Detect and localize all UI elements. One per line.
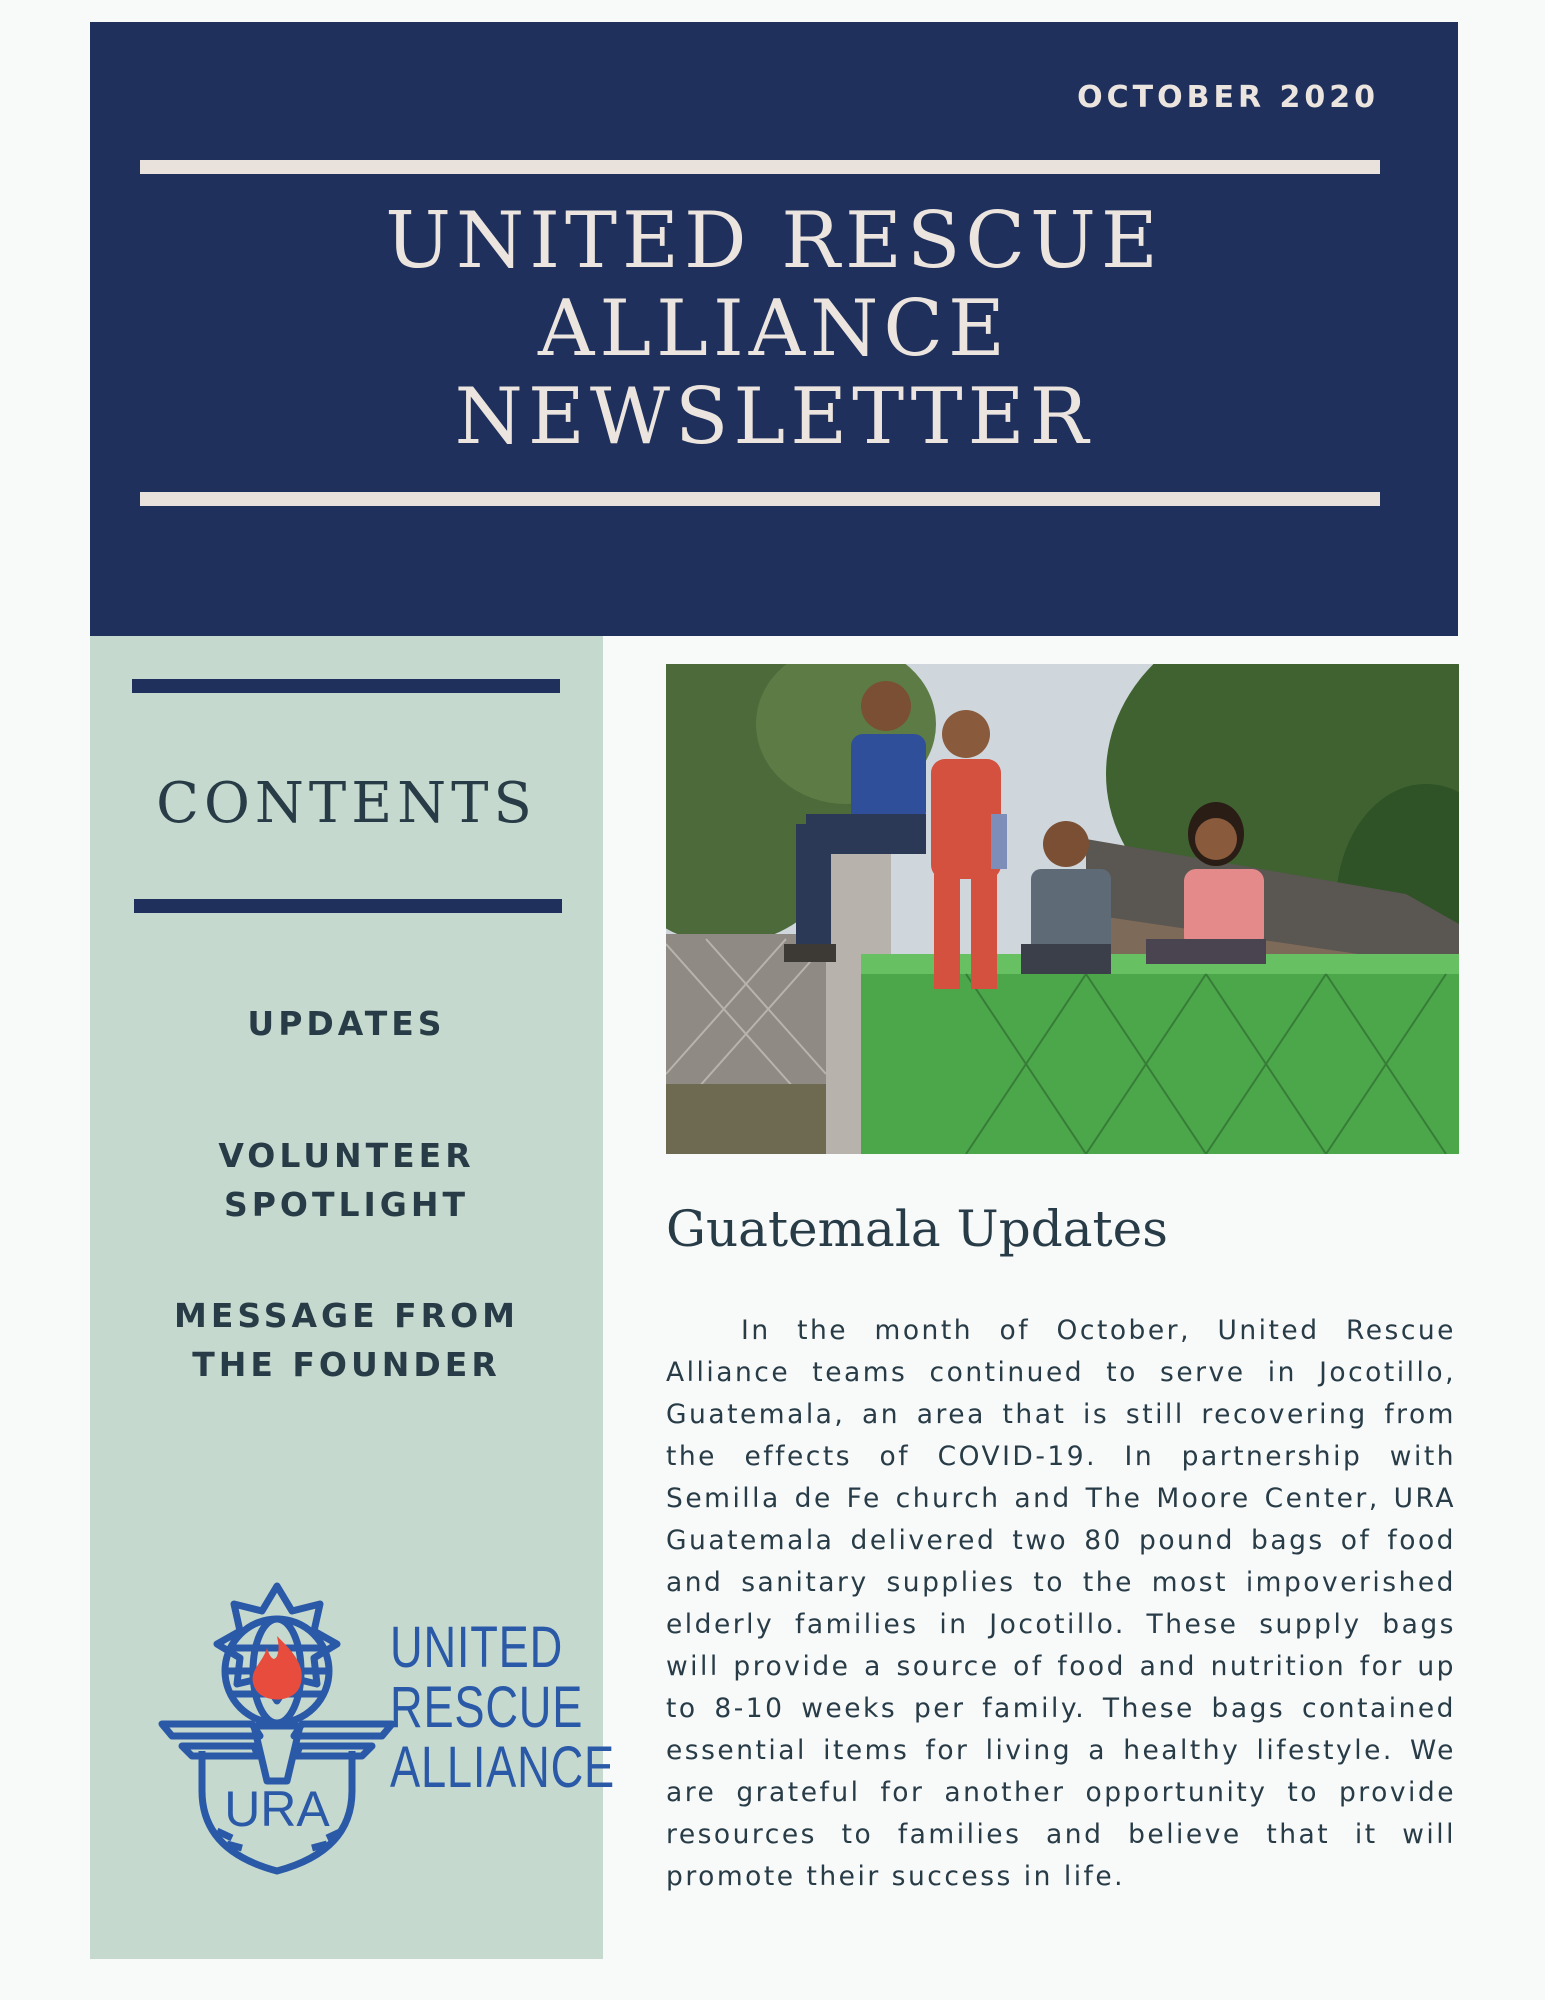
newsletter-title xyxy=(90,197,1458,461)
contents-top-rule xyxy=(132,679,560,693)
toc-item-updates[interactable] xyxy=(90,999,603,1048)
contents-sidebar xyxy=(90,636,616,1959)
logo-word: UNITED xyxy=(390,1615,564,1680)
toc-item-label: SPOTLIGHT xyxy=(223,1185,470,1224)
newsletter-header xyxy=(90,22,1458,636)
title-line-2: ALLIANCE xyxy=(538,284,1010,374)
emblem-ura-text: URA xyxy=(224,1781,330,1837)
logo-wordmark xyxy=(390,1615,616,1800)
toc-item-label: UPDATES xyxy=(247,1004,446,1043)
header-bottom-rule xyxy=(140,492,1380,506)
toc-item-label: VOLUNTEER xyxy=(218,1136,475,1175)
header-top-rule xyxy=(140,160,1380,174)
toc-item-label: MESSAGE FROM xyxy=(174,1296,519,1335)
photo-children-on-wall xyxy=(666,664,1459,1154)
title-line-1: UNITED RESCUE xyxy=(385,196,1163,286)
logo-word: ALLIANCE xyxy=(390,1735,616,1800)
contents-title: CONTENTS xyxy=(156,771,537,836)
article-title: Guatemala Updates xyxy=(666,1200,1168,1258)
toc-item-label: THE FOUNDER xyxy=(192,1345,501,1384)
issue-date: OCTOBER 2020 xyxy=(1077,80,1379,115)
toc-item-message-from-founder[interactable] xyxy=(90,1291,603,1389)
toc-item-volunteer-spotlight[interactable] xyxy=(90,1131,603,1229)
logo-word: RESCUE xyxy=(390,1675,584,1740)
contents-bottom-rule xyxy=(134,899,562,913)
article-body: In the month of October, United Rescue Alliance teams continued to serve in Jocotillo, Guatemala, an area that is still recovering from the effects of COVID-19. In partnership with Semilla de Fe church and The Moore Center, URA Guatemala delivered two 80 pound bags of food and sanitary supplies to the most impoverished elderly families in Jocotillo. These supply bags will provide a source of food and nutrition for up to 8-10 weeks per family. These bags contained essential items for living a healthy lifestyle. We are grateful for another opportunity to provide resources to families and believe that it will promote their success in life. xyxy=(666,1315,1456,1892)
title-line-3: NEWSLETTER xyxy=(454,372,1094,462)
